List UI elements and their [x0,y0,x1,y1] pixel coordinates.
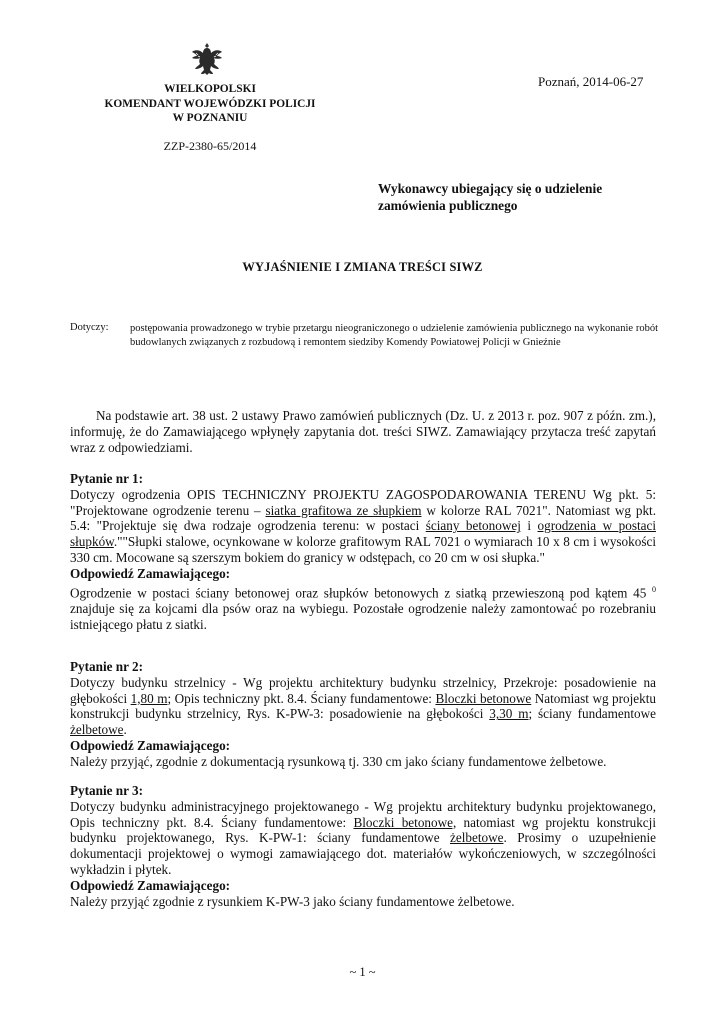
text-run: ; Opis techniczny pkt. 8.4. Ściany fundamentowe: [167,690,436,706]
addressee [378,181,678,214]
question-label: Pytanie nr 1: [70,471,144,486]
underlined-text: Bloczki betonowe, [353,814,457,830]
answer-label: Odpowiedź Zamawiającego: [70,737,231,753]
underlined-text: ogrodzenia w postaci słupków [70,518,656,550]
text-run: w kolorze RAL 7021". Natomiast wg pkt. 5.4: "Projektuje się dwa rodzaje ogrodzenia terenu: w postaci [70,502,656,534]
answer-text [70,582,656,633]
reference-number: ZZP-2380-65/2014 [163,139,257,153]
text-run: Natomiast wg projektu konstrukcji budynku strzelnicy, Rys. K-PW-3: posadowienie na głębokości [70,690,656,722]
question-text [70,675,656,738]
text-run: Dotyczy budynku strzelnicy - Wg projektu architektury budynku strzelnicy, Przekroje: posadowienie na głębokości [70,674,656,706]
text-run: Dotyczy budynku administracyjnego projektowanego - Wg projektu architektury budynku projektowanego, Opis techniczny pkt. 8.4. Ściany fundamentowe: [70,798,656,830]
page-number: ~ 1 ~ [349,965,376,979]
institution-line: KOMENDANT WOJEWÓDZKI POLICJI [104,97,316,110]
text-run: natomiast wg projektu konstrukcji budynku projektowanego, Rys. K-PW-1: ściany fundamentowe [70,814,656,846]
text-run: Ogrodzenie w postaci ściany betonowej oraz słupków betonowych z siatką przewieszoną pod kątem 45 [70,584,647,600]
text-run: znajduje się za kojcami dla psów oraz na wybiegu. Pozostałe ogrodzenie należy zamontować po rozebraniu istniejącego płatu z siatki. [70,600,656,632]
answer-text: Należy przyjąć, zgodnie z dokumentacją rysunkową tj. 330 cm jako ściany fundamentowe żelbetowe. [70,753,607,769]
institution-line: W POZNANIU [172,112,248,124]
underlined-text: siatka grafitowa ze słupkiem [265,502,422,518]
text-run: Dotyczy ogrodzenia OPIS TECHNICZNY PROJEKTU ZAGOSPODAROWANIA TERENU Wg pkt. 5: "Projektowane ogrodzenie terenu – [70,486,656,518]
answer-text: Należy przyjąć zgodnie z rysunkiem K-PW-3 jako ściany fundamentowe żelbetowe. [70,893,515,909]
polish-eagle-emblem [190,40,224,78]
question-label: Pytanie nr 2: [70,659,144,674]
answer-label: Odpowiedź Zamawiającego: [70,565,231,581]
degree-superscript: 0 [652,584,657,594]
addressee-line: Wykonawcy ubiegający się o udzielenie [378,181,603,196]
subject-text: postępowania prowadzonego w trybie przetargu nieograniczonego o udzielenie zamówienia publicznego na wykonanie robót budowlanych związanych z rozbudową i remontem siedziby Komendy Powiatowej Policji w Gnieźnie [130,323,658,349]
underlined-text: Bloczki betonowe [435,690,532,706]
institution-name [70,82,350,126]
document-title: WYJAŚNIENIE I ZMIANA TREŚCI SIWZ [242,260,483,274]
subject-label: Dotyczy: [70,322,109,333]
underlined-text: żelbetowe [70,722,124,738]
text-run: ; ściany fundamentowe [528,706,656,722]
intro-paragraph: Na podstawie art. 38 ust. 2 ustawy Prawo zamówień publicznych (Dz. U. z 2013 r. poz. 907 z późn. zm.), informuję, że do Zamawiającego wpłynęły zapytania dot. treści SIWZ. Zamawiający przytacza treść zapytań wraz z odpowiedziami. [70,408,656,455]
text-run: .""Słupki stalowe, ocynkowane w kolorze grafitowym RAL 7021 o wymiarach 10 x 8 cm i wysokości 330 cm. Mocowane są szerszym bokiem do granicy w odstępach, co 20 cm w osi słupka." [70,534,656,565]
addressee-line: zamówienia publicznego [378,197,518,213]
text-run: i [520,518,538,534]
text-run: . Prosimy o uzupełnienie dokumentacji projektowej o wymogi zamawiającego dot. materiałów wykończeniowych, w szczególności wykładzin i płytek. [70,830,656,877]
underlined-text: żelbetowe [450,830,504,846]
question-label: Pytanie nr 3: [70,783,144,798]
answer-label: Odpowiedź Zamawiającego: [70,877,231,893]
underlined-text: 3,30 m [489,706,529,722]
text-run: . [123,722,127,738]
institution-line: WIELKOPOLSKI [164,83,256,95]
question-text [70,487,656,566]
question-1-section [70,471,656,632]
underlined-text: 1,80 m [130,690,168,706]
underlined-text: ściany betonowej [425,518,521,534]
question-2-section [70,659,656,770]
question-3-section [70,783,656,909]
place-date: Poznań, 2014-06-27 [538,74,644,89]
question-text [70,799,656,878]
